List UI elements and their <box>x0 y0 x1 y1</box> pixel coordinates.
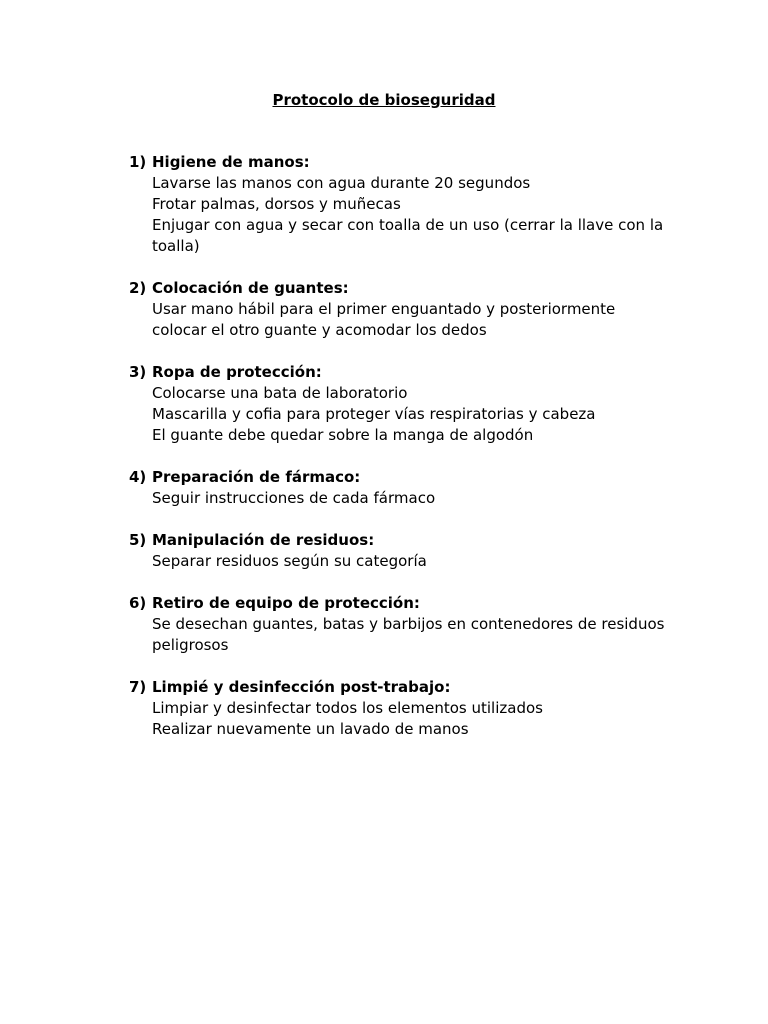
section-line: Mascarilla y cofia para proteger vías respiratorias y cabeza <box>152 405 596 423</box>
section-number: 4) <box>129 468 147 486</box>
section-heading <box>129 278 669 299</box>
section-title: Higiene de manos: <box>152 153 310 171</box>
section-number: 3) <box>129 363 147 381</box>
section-title: Retiro de equipo de protección: <box>152 594 420 612</box>
section-number: 5) <box>129 531 147 549</box>
section-title: Limpié y desinfección post-trabajo: <box>152 678 451 696</box>
section-heading <box>129 467 669 488</box>
section-line: Usar mano hábil para el primer enguantado y posteriormente colocar el otro guante y acomodar los dedos <box>152 300 616 339</box>
section-line: Limpiar y desinfectar todos los elementos utilizados <box>152 699 543 717</box>
section-title: Preparación de fármaco: <box>152 468 361 486</box>
section-title: Ropa de protección: <box>152 363 322 381</box>
section-title: Colocación de guantes: <box>152 279 349 297</box>
section-1 <box>129 152 669 257</box>
section-6 <box>129 593 669 656</box>
section-heading <box>129 152 669 173</box>
section-4 <box>129 467 669 509</box>
section-title: Manipulación de residuos: <box>152 531 375 549</box>
section-line: Frotar palmas, dorsos y muñecas <box>152 195 401 213</box>
section-line: Lavarse las manos con agua durante 20 segundos <box>152 174 531 192</box>
section-number: 2) <box>129 279 147 297</box>
section-line: Separar residuos según su categoría <box>152 552 427 570</box>
section-5 <box>129 530 669 572</box>
section-line: Seguir instrucciones de cada fármaco <box>152 489 436 507</box>
section-line: Se desechan guantes, batas y barbijos en contenedores de residuos peligrosos <box>152 615 665 654</box>
section-heading <box>129 362 669 383</box>
section-heading <box>129 593 669 614</box>
section-number: 7) <box>129 678 147 696</box>
protocol-sections <box>129 152 669 761</box>
section-heading <box>129 530 669 551</box>
section-line: Enjugar con agua y secar con toalla de un uso (cerrar la llave con la toalla) <box>152 216 664 255</box>
section-2 <box>129 278 669 341</box>
section-7 <box>129 677 669 740</box>
section-line: Colocarse una bata de laboratorio <box>152 384 408 402</box>
section-number: 6) <box>129 594 147 612</box>
section-number: 1) <box>129 153 147 171</box>
section-heading <box>129 677 669 698</box>
document-title: Protocolo de bioseguridad <box>272 91 496 109</box>
section-line: El guante debe quedar sobre la manga de algodón <box>152 426 534 444</box>
section-line: Realizar nuevamente un lavado de manos <box>152 720 469 738</box>
section-3 <box>129 362 669 446</box>
